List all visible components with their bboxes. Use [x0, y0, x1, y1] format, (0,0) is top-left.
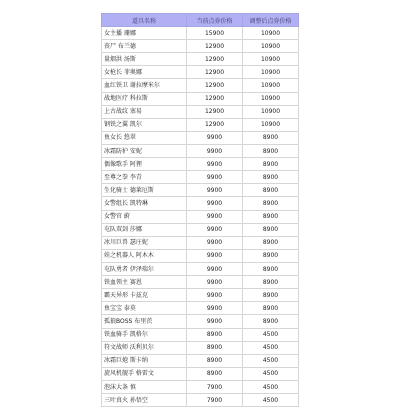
current-price-cell: 12900: [187, 40, 243, 53]
adjusted-price-cell: 10900: [243, 27, 299, 40]
current-price-cell: 12900: [187, 79, 243, 92]
adjusted-price-cell: 8900: [243, 302, 299, 315]
item-name-cell: 女枪长 菲奥娜: [102, 66, 187, 79]
current-price-cell: 8900: [187, 328, 243, 341]
adjusted-price-cell: 8900: [243, 197, 299, 210]
current-price-cell: 9900: [187, 262, 243, 275]
table-row: [102, 276, 299, 289]
column-header-adjusted-price: 调整后点券价格: [243, 14, 299, 27]
current-price-cell: 12900: [187, 53, 243, 66]
item-name-cell: 女主播 珊娜: [102, 27, 187, 40]
item-name-cell: 生化骑士 德莱厄斯: [102, 184, 187, 197]
item-name-cell: 丧尸 布兰德: [102, 40, 187, 53]
column-header-current-price: 当前点券价格: [187, 14, 243, 27]
adjusted-price-cell: 8900: [243, 236, 299, 249]
adjusted-price-cell: 8900: [243, 276, 299, 289]
item-name-cell: 血红铁卫 谢拉摩米尔: [102, 79, 187, 92]
adjusted-price-cell: 8900: [243, 262, 299, 275]
adjusted-price-cell: 10900: [243, 105, 299, 118]
adjusted-price-cell: 10900: [243, 92, 299, 105]
current-price-cell: 12900: [187, 105, 243, 118]
current-price-cell: 7900: [187, 380, 243, 393]
current-price-cell: 9900: [187, 131, 243, 144]
adjusted-price-cell: 8900: [243, 249, 299, 262]
current-price-cell: 9900: [187, 223, 243, 236]
item-name-cell: 娃之机器人 阿木木: [102, 249, 187, 262]
table-body: [102, 27, 299, 407]
adjusted-price-cell: 8900: [243, 223, 299, 236]
current-price-cell: 9900: [187, 315, 243, 328]
table-row: [102, 118, 299, 131]
item-name-cell: 孤狼BOSS 布里茨: [102, 315, 187, 328]
table-row: [102, 236, 299, 249]
table-row: [102, 53, 299, 66]
item-name-cell: 屯队双剑 莎娜: [102, 223, 187, 236]
item-name-cell: 至尊之拳 李青: [102, 171, 187, 184]
adjusted-price-cell: 10900: [243, 66, 299, 79]
current-price-cell: 9900: [187, 184, 243, 197]
item-name-cell: 铁血领主 赛恩: [102, 276, 187, 289]
current-price-cell: 12900: [187, 92, 243, 105]
adjusted-price-cell: 10900: [243, 118, 299, 131]
adjusted-price-cell: 8900: [243, 210, 299, 223]
table-row: [102, 262, 299, 275]
item-name-cell: 铁血骑手 凯格尔: [102, 328, 187, 341]
table-row: [102, 249, 299, 262]
current-price-cell: 9900: [187, 210, 243, 223]
current-price-cell: 15900: [187, 27, 243, 40]
item-name-cell: 战地医疗 科拉斯: [102, 92, 187, 105]
adjusted-price-cell: 8900: [243, 289, 299, 302]
current-price-cell: 9900: [187, 236, 243, 249]
item-name-cell: 泡沫大条 慎: [102, 380, 187, 393]
item-name-cell: 冰霜巨炮 斯卡纳: [102, 354, 187, 367]
table-row: [102, 328, 299, 341]
item-name-cell: 偶像歌手 阿狸: [102, 158, 187, 171]
adjusted-price-cell: 8900: [243, 131, 299, 144]
item-name-cell: 三叶真火 孙悟空: [102, 394, 187, 407]
current-price-cell: 8900: [187, 341, 243, 354]
table-row: [102, 210, 299, 223]
table-row: [102, 144, 299, 157]
adjusted-price-cell: 8900: [243, 158, 299, 171]
price-table: [101, 13, 299, 407]
table-row: [102, 380, 299, 393]
adjusted-price-cell: 4500: [243, 341, 299, 354]
table-row: [102, 184, 299, 197]
adjusted-price-cell: 10900: [243, 79, 299, 92]
current-price-cell: 9900: [187, 302, 243, 315]
table-row: [102, 105, 299, 118]
column-header-item-name: 道具名称: [102, 14, 187, 27]
table-row: [102, 354, 299, 367]
current-price-cell: 9900: [187, 289, 243, 302]
current-price-cell: 8900: [187, 367, 243, 380]
table-row: [102, 79, 299, 92]
current-price-cell: 8900: [187, 354, 243, 367]
table-row: [102, 289, 299, 302]
item-name-cell: 符文战师 沃利贝尔: [102, 341, 187, 354]
table-row: [102, 367, 299, 380]
adjusted-price-cell: 10900: [243, 40, 299, 53]
current-price-cell: 7900: [187, 394, 243, 407]
item-name-cell: 旋风机舰手 格雷文: [102, 367, 187, 380]
table-row: [102, 27, 299, 40]
item-name-cell: 钢铁之翼 凯尔: [102, 118, 187, 131]
current-price-cell: 9900: [187, 249, 243, 262]
adjusted-price-cell: 8900: [243, 144, 299, 157]
table-row: [102, 131, 299, 144]
adjusted-price-cell: 4500: [243, 367, 299, 380]
item-name-cell: 鱼宝宝 泰莫: [102, 302, 187, 315]
table-row: [102, 302, 299, 315]
item-name-cell: 上古战纹 塞易: [102, 105, 187, 118]
adjusted-price-cell: 4500: [243, 394, 299, 407]
current-price-cell: 12900: [187, 118, 243, 131]
table-row: [102, 394, 299, 407]
current-price-cell: 9900: [187, 276, 243, 289]
current-price-cell: 9900: [187, 158, 243, 171]
adjusted-price-cell: 4500: [243, 328, 299, 341]
item-name-cell: 女警组长 凯特琳: [102, 197, 187, 210]
adjusted-price-cell: 4500: [243, 354, 299, 367]
table-row: [102, 66, 299, 79]
table-row: [102, 92, 299, 105]
current-price-cell: 9900: [187, 171, 243, 184]
table-row: [102, 40, 299, 53]
table-row: [102, 197, 299, 210]
item-name-cell: 屯队勇者 伊泽瑞尔: [102, 262, 187, 275]
current-price-cell: 9900: [187, 197, 243, 210]
item-name-cell: 鱼女长 悠翠: [102, 131, 187, 144]
table-row: [102, 158, 299, 171]
adjusted-price-cell: 8900: [243, 171, 299, 184]
item-name-cell: 量烟洪 汤斯: [102, 53, 187, 66]
current-price-cell: 12900: [187, 66, 243, 79]
adjusted-price-cell: 8900: [243, 315, 299, 328]
item-name-cell: 冰霜防护 安妮: [102, 144, 187, 157]
adjusted-price-cell: 8900: [243, 184, 299, 197]
adjusted-price-cell: 4500: [243, 380, 299, 393]
item-name-cell: 霸天异形 卡兹克: [102, 289, 187, 302]
adjusted-price-cell: 10900: [243, 53, 299, 66]
table-row: [102, 341, 299, 354]
item-name-cell: 冰川巨兽 瑟庄妮: [102, 236, 187, 249]
table-row: [102, 315, 299, 328]
table-row: [102, 223, 299, 236]
item-name-cell: 女警官 蔚: [102, 210, 187, 223]
current-price-cell: 9900: [187, 144, 243, 157]
table-header-row: [102, 14, 299, 27]
table-row: [102, 171, 299, 184]
